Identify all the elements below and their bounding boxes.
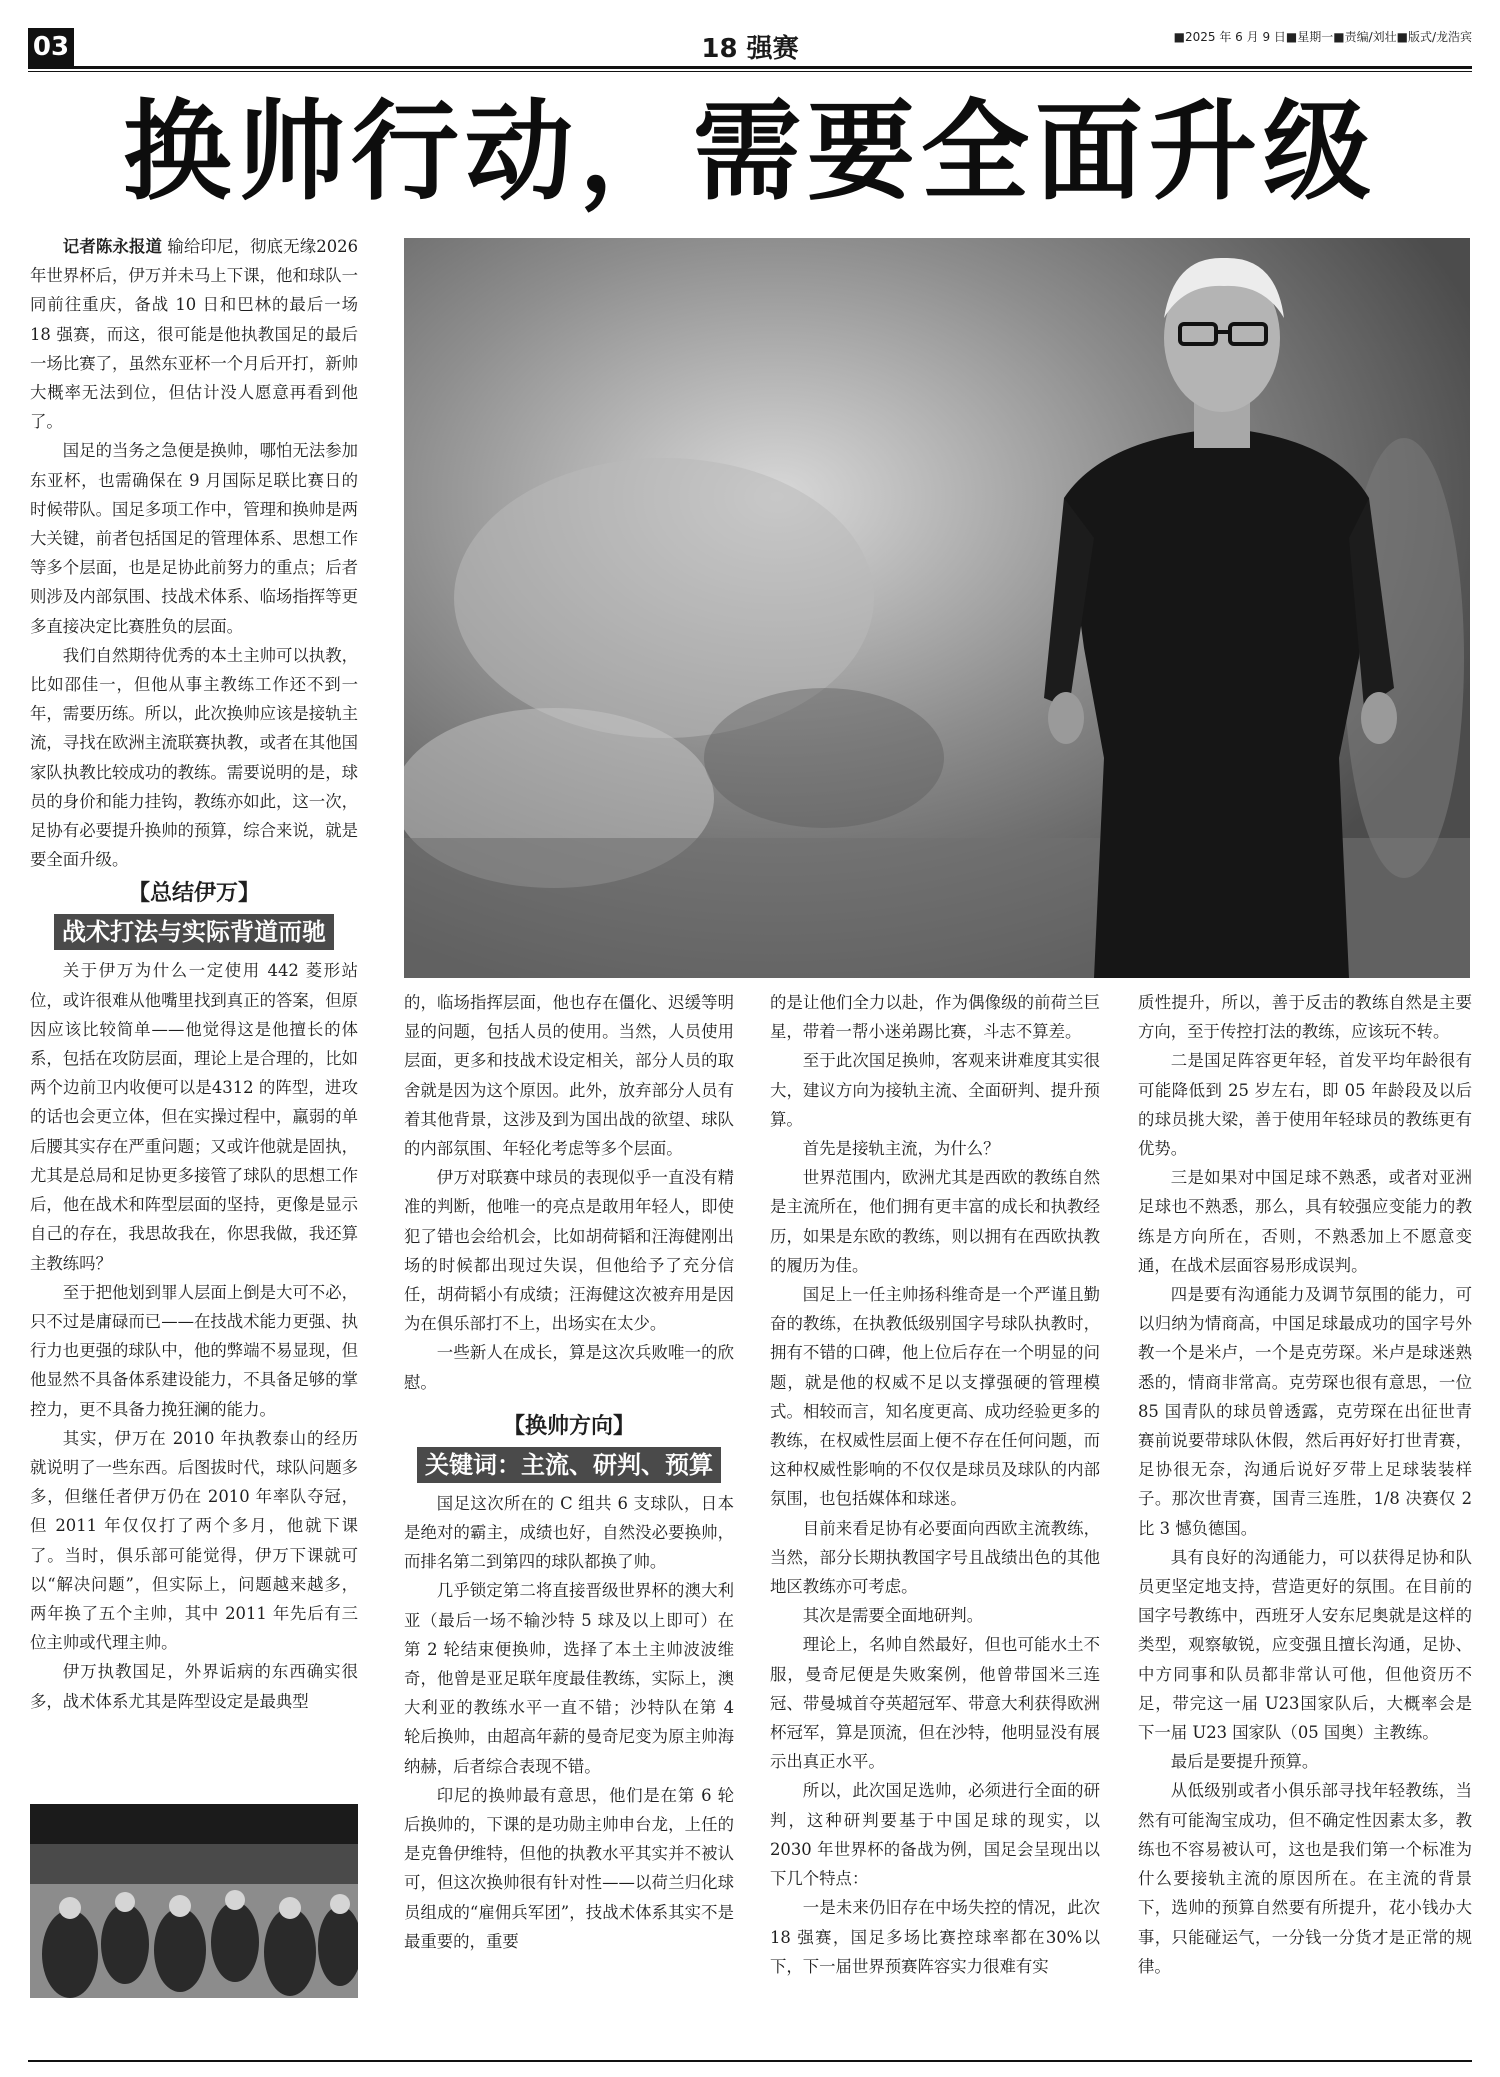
byline: 记者陈永报道 bbox=[62, 237, 163, 256]
paragraph: 国足这次所在的 C 组共 6 支球队，日本是绝对的霸主，成绩也好，自然没必要换帅，而排名第二到第四的球队都换了帅。 bbox=[404, 1493, 734, 1572]
team-huddle-illustration bbox=[30, 1804, 358, 1998]
paragraph: 四是要有沟通能力及调节氛围的能力，可以归纳为情商高，中国足球最成功的国字号外教一个是米卢，一个是克劳琛。米卢是球迷熟悉的，情商非常高。克劳琛也很有意思，一位 85 国青队的球员曾透露，克劳琛在出征世青赛前说要带球队休假，然后再好好打世青赛，足协很无奈，沟通后说好歹带上足球装装样子。那次世青赛，国青三连胜，1/8 决赛仅 2 比 3 憾负德国。 bbox=[1138, 1285, 1472, 1538]
paragraph: 具有良好的沟通能力，可以获得足协和队员更坚定地支持，营造更好的氛围。在目前的国字号教练中，西班牙人安东尼奥就是这样的类型，观察敏锐，应变强且擅长沟通，足协、中方同事和队员都非常认可他，但他资历不足，带完这一届 U23国家队后，大概率会是下一届 U23 国家队（05 国奥）主教练。 bbox=[1138, 1547, 1472, 1743]
paragraph: 世界范围内，欧洲尤其是西欧的教练自然是主流所在，他们拥有更丰富的成长和执教经历，如果是东欧的教练，则以拥有在西欧执教的履历为佳。 bbox=[770, 1168, 1100, 1275]
paragraph: 一是未来仍旧存在中场失控的情况，此次 18 强赛，国足多场比赛控球率都在30%以下，下一届世界预赛阵容实力很难有实 bbox=[770, 1898, 1100, 1976]
paragraph: 至于把他划到罪人层面上倒是大可不必，只不过是庸碌而已——在技战术能力更强、执行力也更强的球队中，他的弊端不易显现，但他显然不具备体系建设能力，不具备足够的掌控力，更不具备力挽狂澜的能力。 bbox=[30, 1282, 358, 1419]
paragraph: 伊万执教国足，外界诟病的东西确实很多，战术体系尤其是阵型设定是最典型 bbox=[30, 1662, 358, 1711]
dateline: ■2025 年 6 月 9 日■星期一■责编/刘壮■版式/龙浩宾 bbox=[1173, 30, 1472, 44]
paragraph: 关于伊万为什么一定使用 442 菱形站位，或许很难从他嘴里找到真正的答案，但原因应该比较简单——他觉得这是他擅长的体系，包括在攻防层面，理论上是合理的，比如两个边前卫内收便可以是4312 的阵型，进攻的话也会更立体，但在实操过程中，羸弱的单后腰其实存在严重问题；又或许他就是固执，尤其是总局和足协更多接管了球队的思想工作后，他在战术和阵型层面的坚持，更像是显示自己的存在，我思故我在，你思我做，我还算主教练吗？ bbox=[30, 961, 358, 1273]
team-huddle-photo bbox=[30, 1804, 358, 1998]
paragraph: 的是让他们全力以赴，作为偶像级的前荷兰巨星，带着一帮小迷弟踢比赛，斗志不算差。 bbox=[770, 993, 1100, 1042]
paragraph: 几乎锁定第二将直接晋级世界杯的澳大利亚（最后一场不输沙特 5 球及以上即可）在第 2 轮结束便换帅，选择了本土主帅波波维奇，他曾是亚足联年度最佳教练，实际上，澳大利亚的教练水平一直不错；沙特队在第 4 轮后换帅，由超高年薪的曼奇尼变为原主帅海纳赫，后者综合表现不错。 bbox=[404, 1581, 734, 1776]
lead-text: 输给印尼，彻底无缘2026 年世界杯后，伊万并未马上下课，他和球队一同前往重庆，备战 10 日和巴林的最后一场 18 强赛，而这，很可能是他执教国足的最后一场比赛了，虽然东亚杯一个月后开打，新帅大概率无法到位，但估计没人愿意再看到他了。 bbox=[30, 237, 359, 432]
coach-photo-illustration bbox=[404, 238, 1470, 978]
paragraph: 首先是接轨主流，为什么？ bbox=[802, 1139, 1000, 1159]
subhead-review: 【总结伊万】 bbox=[127, 881, 260, 907]
paragraph: 至于此次国足换帅，客观来讲难度其实很大，建议方向为接轨主流、全面研判、提升预算。 bbox=[770, 1051, 1100, 1129]
coach-photo bbox=[404, 238, 1470, 978]
paragraph: 理论上，名帅自然最好，但也可能水土不服，曼奇尼便是失败案例，他曾带国米三连冠、带曼城首夺英超冠军、带意大利获得欧洲杯冠军，算是顶流，但在沙特，他明显没有展示出真正水平。 bbox=[770, 1635, 1100, 1772]
paragraph: 的，临场指挥层面，他也存在僵化、迟缓等明显的问题，包括人员的使用。当然，人员使用层面，更多和技战术设定相关，部分人员的取舍就是因为这个原因。此外，放弃部分人员有着其他背景，这涉及到为国出战的欲望、球队的内部氛围、年轻化考虑等多个层面。 bbox=[404, 993, 734, 1159]
column-2 bbox=[404, 988, 734, 1956]
top-rule bbox=[28, 66, 1472, 69]
section-title: 18 强赛 bbox=[701, 34, 799, 64]
paragraph: 其次是需要全面地研判。 bbox=[802, 1606, 984, 1626]
subhead-banner-direction: 关键词：主流、研判、预算 bbox=[417, 1447, 721, 1483]
bottom-rule bbox=[28, 2060, 1472, 2062]
masthead bbox=[28, 28, 1472, 66]
headline: 换帅行动，需要全面升级 bbox=[122, 90, 1377, 215]
paragraph: 所以，此次国足选帅，必须进行全面的研判，这种研判要基于中国足球的现实，以 2030 年世界杯的备战为例，国足会呈现出以下几个特点： bbox=[770, 1781, 1100, 1889]
paragraph: 国足的当务之急便是换帅，哪怕无法参加东亚杯，也需确保在 9 月国际足联比赛日的时候带队。国足多项工作中，管理和换帅是两大关键，前者包括国足的管理体系、思想工作等多个层面，也是足协此前努力的重点；后者则涉及内部氛围、技战术体系、临场指挥等更多直接决定比赛胜负的层面。 bbox=[30, 441, 358, 636]
paragraph: 国足上一任主帅扬科维奇是一个严谨且勤奋的教练，在执教低级别国字号球队执教时，拥有不错的口碑，他上位后存在一个明显的问题，就是他的权威不足以支撑强硬的管理模式。相较而言，知名度更高、成功经验更多的教练，在权威性层面上便不存在任何问题，而这种权威性影响的不仅仅是球员及球队的内部氛围，也包括媒体和球迷。 bbox=[770, 1285, 1100, 1509]
top-rule-thin bbox=[28, 71, 1472, 72]
column-4 bbox=[1138, 988, 1472, 1981]
subhead-banner-review: 战术打法与实际背道而驰 bbox=[54, 914, 334, 950]
paragraph: 从低级别或者小俱乐部寻找年轻教练，当然有可能淘宝成功，但不确定性因素太多，教练也不容易被认可，这也是我们第一个标准为什么要接轨主流的原因所在。在主流的背景下，选帅的预算自然要有所提升，花小钱办大事，只能碰运气，一分钱一分货才是正常的规律。 bbox=[1138, 1781, 1472, 1976]
paragraph: 我们自然期待优秀的本土主帅可以执教，比如邵佳一，但他从事主教练工作还不到一年，需要历练。所以，此次换帅应该是接轨主流，寻找在欧洲主流联赛执教，或者在其他国家队执教比较成功的教练。需要说明的是，球员的身价和能力挂钩，教练亦如此，这一次，足协有必要提升换帅的预算，综合来说，就是要全面升级。 bbox=[30, 645, 358, 870]
column-1 bbox=[30, 232, 358, 1716]
paragraph: 一些新人在成长，算是这次兵败唯一的欣慰。 bbox=[404, 1343, 734, 1392]
paragraph bbox=[30, 232, 358, 436]
paragraph: 其实，伊万在 2010 年执教泰山的经历就说明了一些东西。后图拔时代，球队问题多多，但继任者伊万仍在 2010 年率队夺冠，但 2011 年仅仅打了两个多月，他就下课了。当时，俱乐部可能觉得，伊万下课就可以“解决问题”，但实际上，问题越来越多，两年换了五个主帅，其中 2011 年先后有三位主帅或代理主帅。 bbox=[30, 1428, 358, 1653]
paragraph: 印尼的换帅最有意思，他们是在第 6 轮后换帅的，下课的是功勋主帅申台龙，上任的是克鲁伊维特，但他的执教水平其实并不被认可，但这次换帅很有针对性——以荷兰归化球员组成的“雇佣兵军团”，技战术体系其实不是最重要的，重要 bbox=[404, 1785, 734, 1951]
paragraph: 三是如果对中国足球不熟悉，或者对亚洲足球也不熟悉，那么，具有较强应变能力的教练是方向所在，否则，不熟悉加上不愿意变通，在战术层面容易形成误判。 bbox=[1138, 1168, 1472, 1275]
paragraph: 二是国足阵容更年轻，首发平均年龄很有可能降低到 25 岁左右，即 05 年龄段及以后的球员挑大梁，善于使用年轻球员的教练更有优势。 bbox=[1138, 1051, 1472, 1159]
paragraph: 目前来看足协有必要面向西欧主流教练，当然，部分长期执教国字号且战绩出色的其他地区教练亦可考虑。 bbox=[770, 1518, 1100, 1597]
paragraph: 最后是要提升预算。 bbox=[1170, 1752, 1319, 1772]
subhead-direction: 【换帅方向】 bbox=[502, 1413, 635, 1439]
paragraph: 伊万对联赛中球员的表现似乎一直没有精准的判断，他唯一的亮点是敢用年轻人，即使犯了错也会给机会，比如胡荷韬和汪海健刚出场的时候都出现过失误，但他给予了充分信任，胡荷韬小有成绩；汪海健这次被弃用是因为在俱乐部打不上，出场实在太少。 bbox=[404, 1168, 734, 1334]
paragraph: 质性提升，所以，善于反击的教练自然是主要方向，至于传控打法的教练，应该玩不转。 bbox=[1138, 993, 1472, 1042]
page-number: 03 bbox=[28, 28, 74, 66]
column-3 bbox=[770, 988, 1100, 1981]
